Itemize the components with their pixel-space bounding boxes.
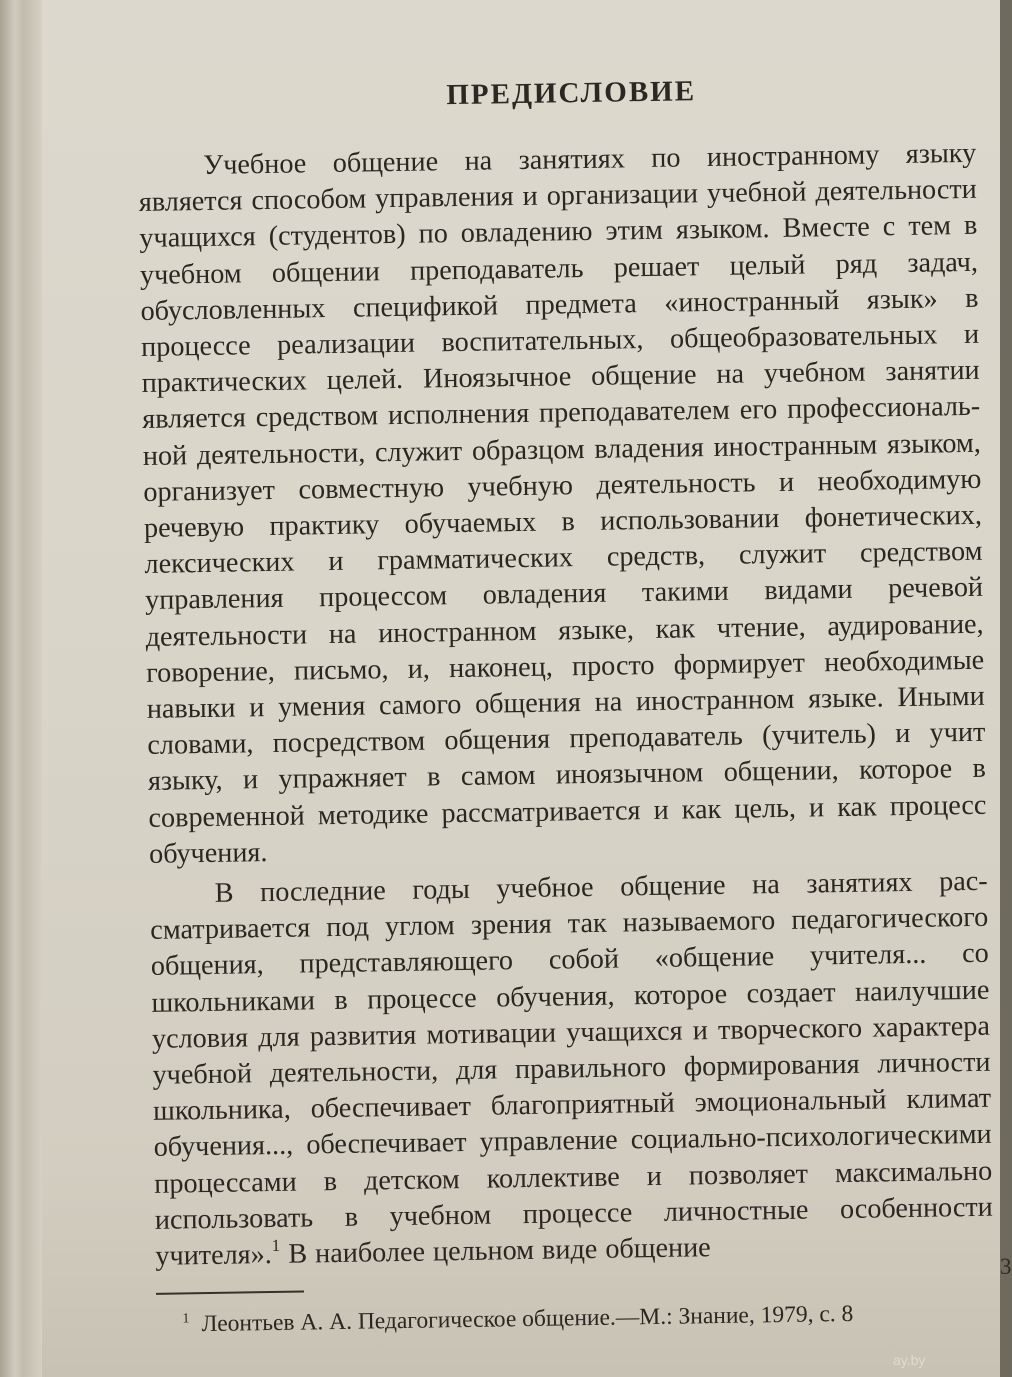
page-content	[137, 71, 995, 1340]
paragraph-2-body: В последние годы учебное общение на занятиях рассматривается под углом зрения так называемого педагогического общения, представляющего собой «общение учителя... со школьниками в процессе обучения, которое создает наилучшие условия для развития мотивации учащихся и творческого характера учебной деятельности, для правильного формирования личности школьника, обеспечивает благоприятный эмоциональный климат обучения..., обеспечивает управление социально-психологическими процессами в детском коллективе и позволяет максимально использовать в учебном процессе личностные особенности учителя».	[150, 865, 993, 1272]
book-page	[42, 0, 1012, 1377]
footnote-reference: 1	[271, 1235, 281, 1256]
page-number: 3	[1000, 1254, 1012, 1279]
watermark: ay.by	[893, 1352, 926, 1368]
footnote-divider	[156, 1291, 304, 1295]
page-heading: ПРЕДИСЛОВИЕ	[446, 75, 697, 112]
footnote	[156, 1292, 994, 1340]
footnote-marker: 1	[182, 1311, 190, 1327]
paragraph-1: Учебное общение на занятиях по иностранному языку является способом управления и организации учебной деятельности учащихся (студентов) по овладению этим языком. Вместе с тем в учебном общении преподаватель решает целый ряд задач, обусловленных спецификой предмета «иностранный язык» в процессе реализации воспитательных, общеобразовательных и практических целей. Иноязычное общение на учебном занятии является средством исполнения преподавателем его профессиональной деятельности, служит образцом владения иностранным языком, организует совместную учебную деятельность и необходимую речевую практику обучаемых в использовании фонетических, лексических и грамматических средств, служит средством управления процессом овладения такими видами речевой деятельности на иностранном языке, как чтение, аудирование, говорение, письмо, и, наконец, просто формирует необходимые навыки и умения самого общения на иностранном языке. Иными словами, посредством общения преподаватель (учитель) и учит языку, и упражняет в самом иноязычном общении, которое в современной методике рассматривается и как цель, и как процесс обучения.	[138, 137, 987, 870]
paragraph-2	[149, 864, 993, 1275]
paragraph-2-tail: В наиболее цельном виде общение	[288, 1232, 711, 1270]
book-spine-edge	[0, 0, 42, 1377]
footnote-text: Леонтьев А. А. Педагогическое общение.—М.: Знание, 1979, с. 8	[201, 1301, 854, 1338]
